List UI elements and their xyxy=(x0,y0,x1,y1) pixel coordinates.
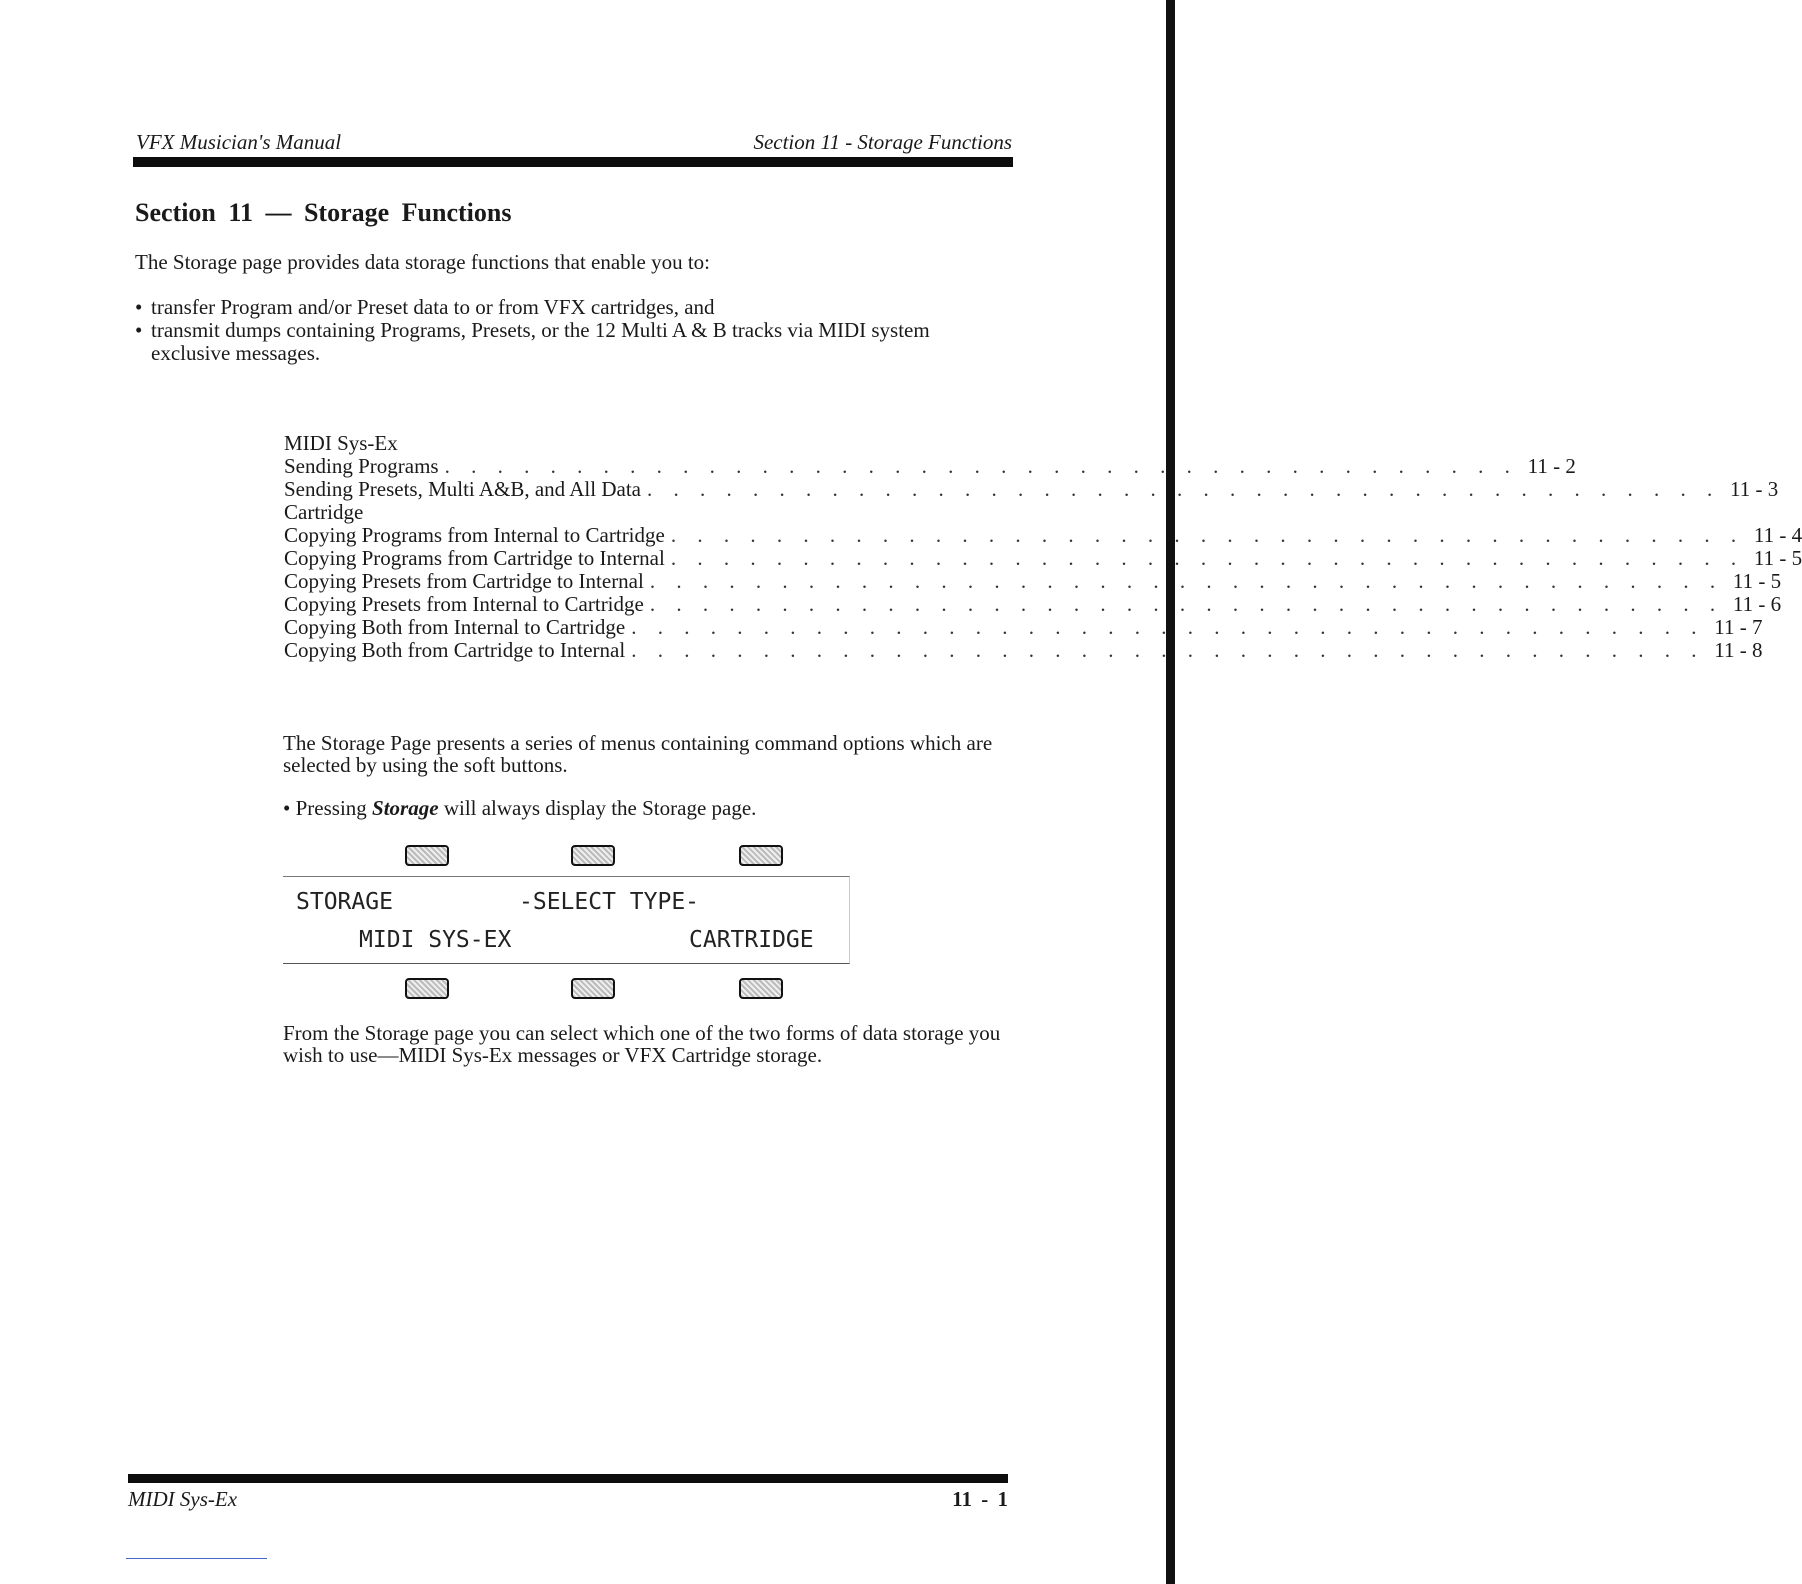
toc-entry-label: Copying Presets from Cartridge to Internal xyxy=(284,569,644,593)
toc-entry-page: 11 - 8 xyxy=(1714,638,1763,662)
toc-entry-label: Sending Programs xyxy=(284,454,439,478)
bullet-dot: • xyxy=(135,318,143,342)
page-title: Section 11 — Storage Functions xyxy=(135,198,512,227)
footer-rule xyxy=(128,1474,1008,1483)
dot-leader: . . . . . . . . . . . . . . . . . . . . . . . . . . . . . . . . . . . . . . . . . xyxy=(649,569,1724,593)
storage-choice-paragraph: From the Storage page you can select which one of the two forms of data storage you wish to use—MIDI Sys-Ex messages or VFX Cartridge storage. xyxy=(283,1021,1001,1067)
bullet-text: transmit dumps containing Programs, Presets, or the 12 Multi A & B tracks via MIDI system exclusive messages. xyxy=(151,318,930,365)
dot-leader: . . . . . . . . . . . . . . . . . . . . . . . . . . . . . . . . . . . . . . . . . xyxy=(647,477,1721,501)
intro-paragraph: The Storage page provides data storage functions that enable you to: xyxy=(135,250,710,274)
toc-entry xyxy=(284,477,1779,501)
toc-entry-page: 11 - 5 xyxy=(1732,569,1782,593)
bullet-dot: • xyxy=(283,796,291,820)
toc-entry xyxy=(284,592,1782,616)
dot-leader: . . . . . . . . . . . . . . . . . . . . . . . . . . . . . . . . . . . . . . . . . xyxy=(444,454,1518,478)
toc-entry xyxy=(284,569,1782,593)
bullet-dot: • xyxy=(135,295,143,319)
table-of-contents xyxy=(284,431,1802,662)
lcd-prompt: -SELECT TYPE- xyxy=(519,889,700,915)
dot-leader: . . . . . . . . . . . . . . . . . . . . . . . . . . . . . . . . . . . . . . . . . xyxy=(649,592,1724,616)
running-header-left: VFX Musician's Manual xyxy=(136,130,342,154)
soft-button-top-1[interactable] xyxy=(405,845,449,866)
bullet-list xyxy=(135,296,995,365)
toc-entry-label: Copying Both from Cartridge to Internal xyxy=(284,638,626,662)
toc-entry-page: 11 - 3 xyxy=(1730,477,1779,501)
running-header-right: Section 11 - Storage Functions xyxy=(753,130,1012,154)
toc-entry-page: 11 - 4 xyxy=(1753,523,1802,547)
dot-leader: . . . . . . . . . . . . . . . . . . . . . . . . . . . . . . . . . . . . . . . . . xyxy=(670,523,1745,547)
list-item xyxy=(135,296,995,319)
toc-entry-label: Copying Both from Internal to Cartridge xyxy=(284,615,626,639)
note-text-after: will always display the Storage page. xyxy=(438,796,757,820)
soft-button-top-3[interactable] xyxy=(739,845,783,866)
page-edge-bar xyxy=(1166,0,1175,1584)
toc-entry-label: Copying Programs from Cartridge to Internal xyxy=(284,546,665,570)
toc-entry xyxy=(284,523,1802,547)
lcd-option-midi-sysex: MIDI SYS-EX xyxy=(359,927,512,953)
toc-entry-page: 11 - 5 xyxy=(1753,546,1802,570)
dot-leader: . . . . . . . . . . . . . . . . . . . . . . . . . . . . . . . . . . . . . . . . . xyxy=(631,638,1705,662)
scan-artifact-line xyxy=(126,1558,267,1559)
soft-button-bottom-1[interactable] xyxy=(405,978,449,999)
toc-entry-page: 11 - 7 xyxy=(1714,615,1763,639)
storage-button-note xyxy=(283,797,1003,819)
bullet-text: transfer Program and/or Preset data to or from VFX cartridges, and xyxy=(151,295,715,319)
lcd-option-cartridge: CARTRIDGE xyxy=(689,927,814,953)
note-text-before: Pressing xyxy=(295,796,373,820)
lcd-display xyxy=(283,876,850,964)
toc-entry-page: 11 - 6 xyxy=(1732,592,1782,616)
toc-group-heading: Cartridge xyxy=(284,500,364,524)
toc-group-heading: MIDI Sys-Ex xyxy=(284,431,398,455)
toc-entry-label: Copying Presets from Internal to Cartridge xyxy=(284,592,644,616)
header-rule xyxy=(133,157,1013,167)
toc-entry xyxy=(284,615,1763,639)
list-item xyxy=(135,319,995,365)
toc-entry-label: Sending Presets, Multi A&B, and All Data xyxy=(284,477,641,501)
footer-section-name: MIDI Sys-Ex xyxy=(128,1487,238,1511)
toc-entry xyxy=(284,454,1576,478)
toc-entry xyxy=(284,638,1763,662)
soft-button-top-2[interactable] xyxy=(571,845,615,866)
toc-entry xyxy=(284,546,1802,570)
soft-button-bottom-3[interactable] xyxy=(739,978,783,999)
storage-page-description: The Storage Page presents a series of menus containing command options which are selected by using the soft buttons. xyxy=(283,731,993,777)
footer-page-number: 11 - 1 xyxy=(952,1487,1008,1511)
toc-entry-page: 11 - 2 xyxy=(1527,454,1576,478)
lcd-page-name: STORAGE xyxy=(296,889,393,915)
dot-leader: . . . . . . . . . . . . . . . . . . . . . . . . . . . . . . . . . . . . . . . . . xyxy=(631,615,1705,639)
toc-entry-label: Copying Programs from Internal to Cartridge xyxy=(284,523,665,547)
dot-leader: . . . . . . . . . . . . . . . . . . . . . . . . . . . . . . . . . . . . . . . . . xyxy=(670,546,1745,570)
storage-button-name: Storage xyxy=(372,796,439,820)
soft-button-bottom-2[interactable] xyxy=(571,978,615,999)
